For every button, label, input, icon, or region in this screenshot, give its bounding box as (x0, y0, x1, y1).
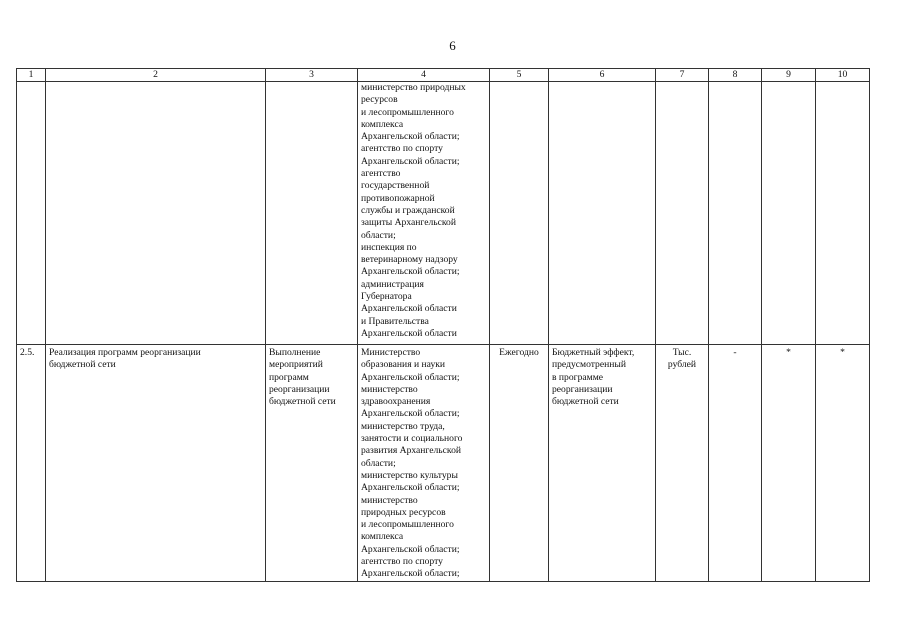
text-line: министерство (361, 383, 418, 395)
action-cell (266, 82, 358, 345)
text-line: мероприятий (269, 359, 323, 371)
text-line: бюджетной сети (49, 359, 116, 371)
text-line: Реализация программ реорганизации (49, 347, 201, 358)
measure-name-cell (46, 82, 266, 345)
value-cell-8 (709, 82, 762, 345)
text-line: и лесопромышленного (361, 106, 454, 118)
row-number-cell: 2.5. (17, 345, 46, 582)
text-line: Архангельской области (361, 327, 457, 339)
text-line: и лесопромышленного (361, 519, 454, 531)
text-line: Тыс. (672, 347, 692, 358)
column-header: 5 (490, 69, 549, 82)
column-header: 9 (762, 69, 816, 82)
column-header: 3 (266, 69, 358, 82)
text-line: противопожарной (361, 192, 435, 204)
text-line: министерство труда, (361, 420, 445, 432)
text-line: агентство (361, 168, 401, 180)
text-line: администрация (361, 278, 424, 290)
column-header: 2 (46, 69, 266, 82)
unit-cell (656, 345, 709, 582)
value-cell-9: * (762, 345, 816, 582)
action-cell (266, 345, 358, 582)
table-row (17, 345, 870, 582)
text-line: Выполнение (269, 347, 321, 358)
column-header: 1 (17, 69, 46, 82)
text-line: природных ресурсов (361, 506, 446, 518)
effect-cell (549, 345, 656, 582)
text-line: Архангельской области; (361, 543, 460, 555)
text-line: Министерство (361, 347, 421, 358)
value-cell-9 (762, 82, 816, 345)
text-line: занятости и социального (361, 433, 463, 445)
text-line: государственной (361, 180, 430, 192)
text-line: Архангельской области; (361, 371, 460, 383)
text-line: области; (361, 457, 396, 469)
text-line: Архангельской области; (361, 482, 460, 494)
text-line: министерство (361, 494, 418, 506)
value-cell-8: - (709, 345, 762, 582)
text-line: и Правительства (361, 315, 429, 327)
term-cell: Ежегодно (490, 345, 549, 582)
table-row (17, 82, 870, 345)
measure-name-cell (46, 345, 266, 582)
text-line: Губернатора (361, 291, 412, 303)
text-line: бюджетной сети (269, 396, 336, 408)
text-line: Архангельской области (361, 303, 457, 315)
responsible-cell (358, 345, 490, 582)
text-line: развития Архангельской (361, 445, 462, 457)
text-line: министерство культуры (361, 469, 458, 481)
text-line: агентство по спорту (361, 556, 443, 568)
text-line: инспекция по (361, 241, 417, 253)
text-line: комплекса (361, 118, 404, 130)
column-number-row (17, 69, 870, 82)
text-line: Архангельской области; (361, 408, 460, 420)
column-header: 7 (656, 69, 709, 82)
column-header: 4 (358, 69, 490, 82)
text-line: реорганизации (552, 383, 613, 395)
row-number-cell (17, 82, 46, 345)
page-number: 6 (449, 38, 456, 53)
text-line: комплекса (361, 531, 404, 543)
plan-table (16, 68, 870, 582)
text-line: службы и гражданской (361, 204, 455, 216)
text-line: Архангельской области; (361, 155, 460, 167)
text-line: Архангельской области; (361, 568, 460, 580)
term-cell (490, 82, 549, 345)
text-line: рублей (667, 359, 697, 371)
text-line: программ (269, 371, 309, 383)
text-line: Архангельской области; (361, 131, 460, 143)
text-line: защиты Архангельской (361, 217, 456, 229)
column-header: 6 (549, 69, 656, 82)
text-line: Бюджетный эффект, (552, 347, 635, 358)
text-line: здравоохранения (361, 396, 431, 408)
text-line: области; (361, 229, 396, 241)
text-line: агентство по спорту (361, 143, 443, 155)
text-line: предусмотренный (552, 359, 626, 371)
value-cell-10 (816, 82, 870, 345)
text-line: министерство природных (361, 82, 466, 93)
text-line: реорганизации (269, 383, 330, 395)
text-line: в программе (552, 371, 604, 383)
text-line: образования и науки (361, 359, 446, 371)
effect-cell (549, 82, 656, 345)
text-line: бюджетной сети (552, 396, 619, 408)
column-header: 10 (816, 69, 870, 82)
unit-cell (656, 82, 709, 345)
value-cell-10: * (816, 345, 870, 582)
text-line: ресурсов (361, 94, 398, 106)
text-line: Архангельской области; (361, 266, 460, 278)
column-header: 8 (709, 69, 762, 82)
responsible-cell (358, 82, 490, 345)
text-line: ветеринарному надзору (361, 254, 458, 266)
